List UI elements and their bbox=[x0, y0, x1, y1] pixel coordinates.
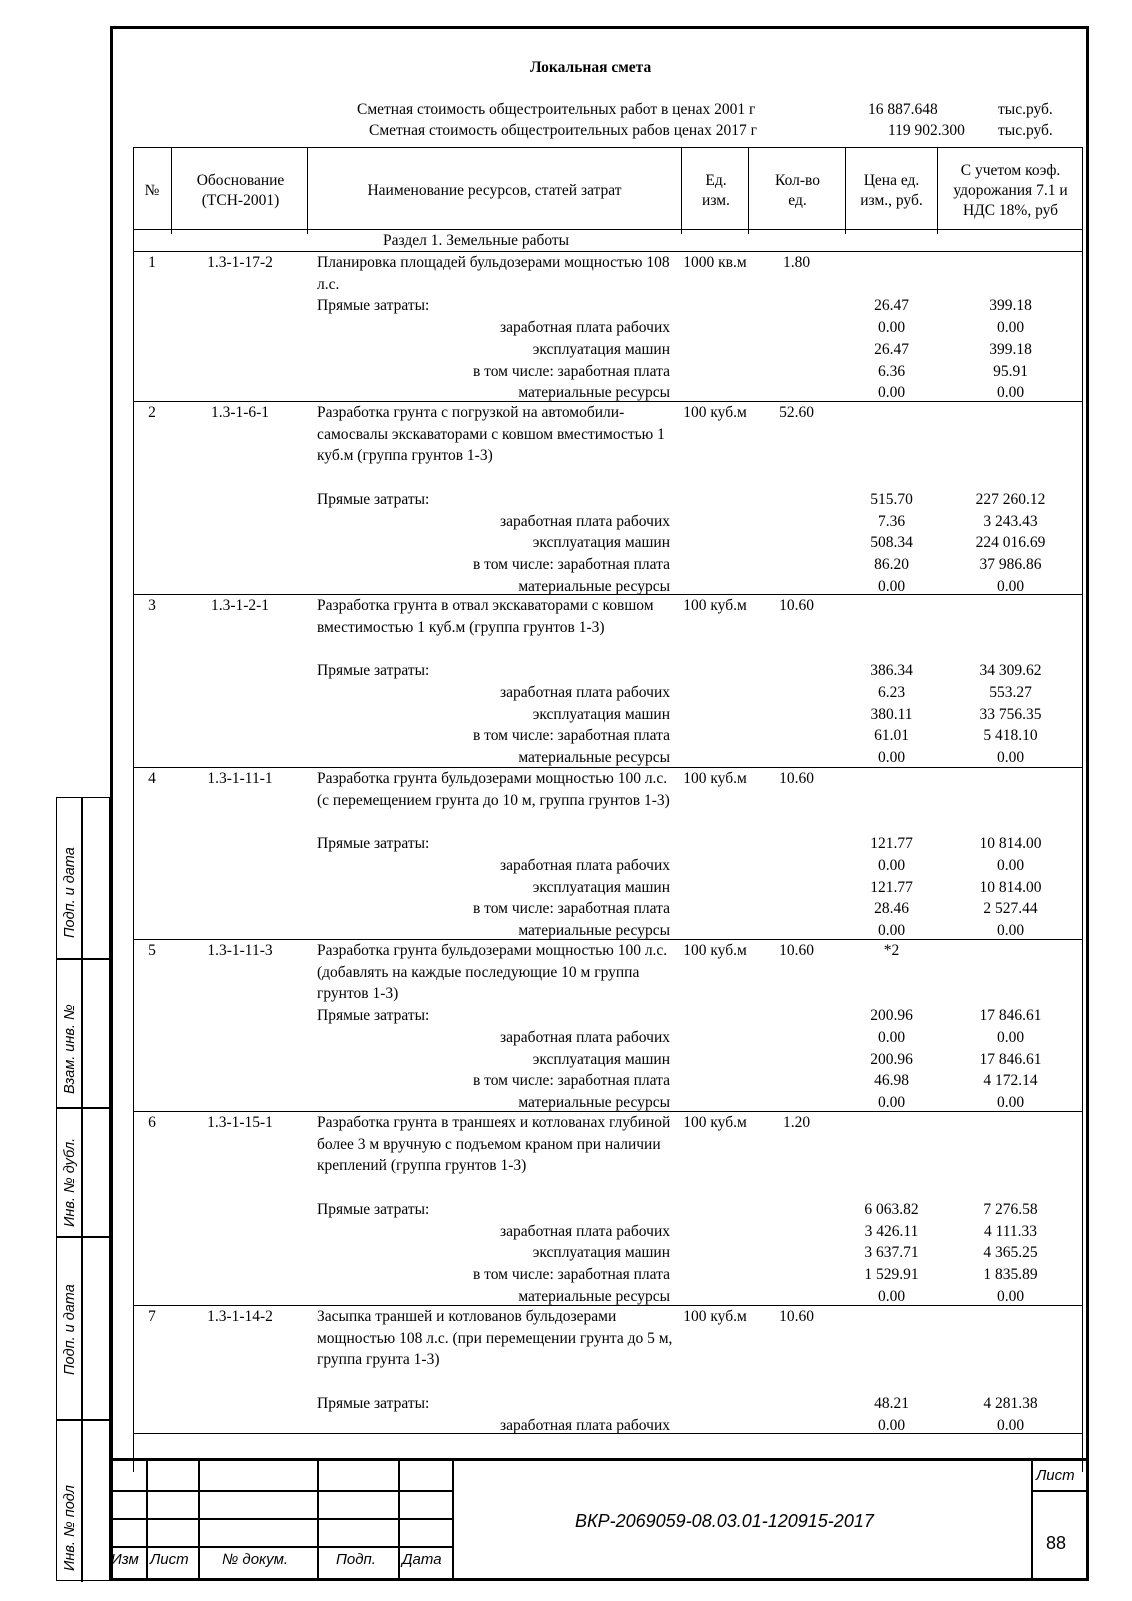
stamp-podp-data-2: Подп. и дата bbox=[62, 847, 78, 938]
side-stamp bbox=[56, 797, 110, 1581]
item-number: 5 bbox=[148, 942, 156, 959]
price-machines: 121.77 bbox=[870, 878, 913, 896]
item-unit: 100 куб.м bbox=[683, 770, 747, 787]
total-wage: 4 111.33 bbox=[983, 1222, 1038, 1240]
price-wage: 6.23 bbox=[877, 683, 906, 701]
label-direct: Прямые затраты: bbox=[317, 1394, 430, 1412]
cost-line-2017-unit: тыс.руб. bbox=[998, 122, 1053, 139]
label-direct: Прямые затраты: bbox=[317, 1007, 430, 1025]
header-num: № bbox=[144, 181, 160, 199]
cost-line-2001-unit: тыс.руб. bbox=[998, 101, 1053, 118]
price-wage: 7.36 bbox=[877, 512, 906, 530]
item-code: 1.3-1-17-2 bbox=[207, 254, 273, 271]
price-incl_wage: 1 529.91 bbox=[864, 1265, 919, 1283]
cost-line-2017-label: Сметная стоимость общестроительных рабов ценах 2017 г bbox=[369, 122, 757, 139]
price-incl_wage: 61.01 bbox=[874, 727, 909, 745]
item-quantity: 10.60 bbox=[779, 942, 814, 959]
total-direct: 10 814.00 bbox=[979, 835, 1042, 853]
item-unit: 100 куб.м bbox=[683, 404, 747, 421]
item-number: 1 bbox=[148, 254, 156, 271]
total-direct: 34 309.62 bbox=[979, 662, 1042, 680]
label-direct: Прямые затраты: bbox=[317, 1200, 430, 1218]
price-machines: 508.34 bbox=[870, 534, 913, 552]
item-name: Разработка грунта в траншеях и котлованах глубиной более 3 м вручную с подъемом краном при наличии креплений (группа грунтов 1-3) bbox=[317, 1114, 671, 1175]
label-wage: заработная плата рабочих bbox=[500, 1222, 670, 1240]
total-wage: 553.27 bbox=[989, 683, 1032, 701]
label-materials: материальные ресурсы bbox=[518, 1287, 670, 1305]
label-incl_wage: в том числе: заработная плата bbox=[472, 1072, 670, 1090]
total-materials: 0.00 bbox=[996, 577, 1025, 595]
price-direct: 26.47 bbox=[874, 297, 909, 315]
sheet-label: Лист bbox=[1036, 1467, 1075, 1484]
item-name: Разработка грунта бульдозерами мощностью 100 л.с. (добавлять на каждые последующие 10 м группа грунтов 1-3) bbox=[317, 942, 668, 1003]
item-quantity: 52.60 bbox=[779, 404, 814, 421]
total-materials: 0.00 bbox=[996, 748, 1025, 766]
total-direct: 399.18 bbox=[989, 297, 1032, 315]
price-wage: 0.00 bbox=[877, 1028, 906, 1046]
item-code: 1.3-1-15-1 bbox=[207, 1114, 273, 1131]
label-wage: заработная плата рабочих bbox=[500, 856, 670, 874]
item-code: 1.3-1-11-3 bbox=[207, 942, 273, 959]
price-machines: 3 637.71 bbox=[864, 1244, 919, 1262]
total-direct: 4 281.38 bbox=[983, 1394, 1038, 1412]
price-wage: 3 426.11 bbox=[864, 1222, 919, 1240]
item-quantity: 10.60 bbox=[779, 770, 814, 787]
price-wage: 0.00 bbox=[877, 856, 906, 874]
label-direct: Прямые затраты: bbox=[317, 297, 430, 315]
label-machines: эксплуатация машин bbox=[532, 1244, 670, 1262]
item-unit: 100 куб.м bbox=[683, 597, 747, 614]
price-materials: 0.00 bbox=[877, 1287, 906, 1305]
total-machines: 17 846.61 bbox=[979, 1050, 1042, 1068]
col-izm: Изм bbox=[111, 1551, 139, 1568]
price-materials: 0.00 bbox=[877, 748, 906, 766]
label-materials: материальные ресурсы bbox=[518, 1093, 670, 1111]
total-direct: 227 260.12 bbox=[975, 490, 1046, 508]
label-machines: эксплуатация машин bbox=[532, 534, 670, 552]
total-incl_wage: 95.91 bbox=[993, 362, 1028, 380]
item-code: 1.3-1-2-1 bbox=[210, 597, 270, 614]
item-number: 3 bbox=[148, 597, 156, 614]
item-number: 6 bbox=[148, 1114, 156, 1131]
price-incl_wage: 46.98 bbox=[874, 1072, 909, 1090]
header-unit: Ед. изм. bbox=[702, 171, 730, 209]
col-podp: Подп. bbox=[336, 1551, 376, 1568]
total-wage: 3 243.43 bbox=[983, 512, 1038, 530]
label-wage: заработная плата рабочих bbox=[500, 683, 670, 701]
item-unit: 100 куб.м bbox=[683, 1114, 747, 1131]
col-list: Лист bbox=[150, 1551, 189, 1568]
header-qty: Кол-во ед. bbox=[775, 171, 820, 209]
price-wage: 0.00 bbox=[877, 1416, 906, 1434]
label-wage: заработная плата рабочих bbox=[500, 319, 670, 337]
stamp-podp-data-1: Подп. и дата bbox=[62, 1284, 78, 1375]
price-incl_wage: 86.20 bbox=[874, 555, 909, 573]
price-materials: 0.00 bbox=[877, 577, 906, 595]
price-direct: 48.21 bbox=[874, 1394, 909, 1412]
price-direct: 121.77 bbox=[870, 835, 913, 853]
label-machines: эксплуатация машин bbox=[532, 340, 670, 358]
price-incl_wage: 6.36 bbox=[877, 362, 906, 380]
item-name: Разработка грунта с погрузкой на автомобили-самосвалы экскаваторами с ковшом вместимостью 1 куб.м (группа грунтов 1-3) bbox=[317, 404, 665, 465]
total-incl_wage: 5 418.10 bbox=[983, 727, 1038, 745]
header-price: Цена ед. изм., руб. bbox=[860, 171, 923, 209]
price-wage: 0.00 bbox=[877, 319, 906, 337]
total-wage: 0.00 bbox=[996, 319, 1025, 337]
total-materials: 0.00 bbox=[996, 1093, 1025, 1111]
label-materials: материальные ресурсы bbox=[518, 577, 670, 595]
label-machines: эксплуатация машин bbox=[532, 705, 670, 723]
price-direct: 386.34 bbox=[870, 662, 913, 680]
price-machines: 26.47 bbox=[874, 340, 909, 358]
label-materials: материальные ресурсы bbox=[518, 384, 670, 402]
total-wage: 0.00 bbox=[996, 1028, 1025, 1046]
label-materials: материальные ресурсы bbox=[518, 748, 670, 766]
total-incl_wage: 37 986.86 bbox=[979, 555, 1042, 573]
total-wage: 0.00 bbox=[996, 856, 1025, 874]
item-name: Засыпка траншей и котлованов бульдозерами мощностью 108 л.с. (при перемещении грунта до 5 м, группа грунта 1-3) bbox=[317, 1308, 673, 1369]
item-number: 7 bbox=[148, 1308, 156, 1325]
col-data: Дата bbox=[402, 1551, 442, 1568]
label-wage: заработная плата рабочих bbox=[500, 512, 670, 530]
title-block bbox=[110, 1458, 1089, 1581]
total-incl_wage: 1 835.89 bbox=[983, 1265, 1038, 1283]
total-incl_wage: 4 172.14 bbox=[983, 1072, 1038, 1090]
total-wage: 0.00 bbox=[996, 1416, 1025, 1434]
section-title: Раздел 1. Земельные работы bbox=[383, 232, 570, 249]
item-name: Разработка грунта в отвал экскаваторами с ковшом вместимостью 1 куб.м (группа грунтов 1-3) bbox=[317, 597, 654, 636]
cost-line-2017-value: 119 902.300 bbox=[888, 122, 965, 139]
item-name: Планировка площадей бульдозерами мощностью 108 л.с. bbox=[317, 254, 670, 293]
total-direct: 7 276.58 bbox=[983, 1200, 1038, 1218]
item-quantity: 1.80 bbox=[782, 254, 811, 271]
stamp-vzam-inv: Взам. инв. № bbox=[62, 1004, 78, 1094]
item-unit: 100 куб.м bbox=[683, 1308, 747, 1325]
label-incl_wage: в том числе: заработная плата bbox=[472, 900, 670, 918]
sheet-number: 88 bbox=[1046, 1533, 1067, 1553]
document-code: ВКР-2069059-08.03.01-120915-2017 bbox=[575, 1511, 874, 1531]
total-materials: 0.00 bbox=[996, 384, 1025, 402]
item-code: 1.3-1-6-1 bbox=[210, 404, 270, 421]
price-materials: 0.00 bbox=[877, 384, 906, 402]
item-code: 1.3-1-11-1 bbox=[207, 770, 273, 787]
price-machines: 380.11 bbox=[870, 705, 913, 723]
total-materials: 0.00 bbox=[996, 1287, 1025, 1305]
header-name: Наименование ресурсов, статей затрат bbox=[367, 181, 622, 199]
item-number: 2 bbox=[148, 404, 156, 421]
price-machines: 200.96 bbox=[870, 1050, 913, 1068]
stamp-inv-podl: Инв. № подл bbox=[62, 1485, 78, 1571]
label-incl_wage: в том числе: заработная плата bbox=[472, 362, 670, 380]
item-name: Разработка грунта бульдозерами мощностью 100 л.с. (с перемещением грунта до 10 м, группа грунтов 1-3) bbox=[317, 770, 670, 809]
total-machines: 4 365.25 bbox=[983, 1244, 1038, 1262]
price-direct: 6 063.82 bbox=[864, 1200, 919, 1218]
total-machines: 10 814.00 bbox=[979, 878, 1042, 896]
total-machines: 399.18 bbox=[989, 340, 1032, 358]
label-incl_wage: в том числе: заработная плата bbox=[472, 727, 670, 745]
header-total: С учетом коэф. удорожания 7.1 и НДС 18%, руб bbox=[953, 161, 1068, 219]
price-direct: 515.70 bbox=[870, 490, 913, 508]
item-quantity: 10.60 bbox=[779, 597, 814, 614]
label-incl_wage: в том числе: заработная плата bbox=[472, 1265, 670, 1283]
label-direct: Прямые затраты: bbox=[317, 662, 430, 680]
price-materials: 0.00 bbox=[877, 1093, 906, 1111]
price-direct: 200.96 bbox=[870, 1007, 913, 1025]
item-quantity: 10.60 bbox=[779, 1308, 814, 1325]
label-machines: эксплуатация машин bbox=[532, 878, 670, 896]
label-materials: материальные ресурсы bbox=[518, 921, 670, 939]
item-code: 1.3-1-14-2 bbox=[207, 1308, 273, 1325]
item-quantity: 1.20 bbox=[782, 1114, 811, 1131]
item-number: 4 bbox=[148, 770, 156, 787]
total-machines: 33 756.35 bbox=[979, 705, 1042, 723]
document-title: Локальная смета bbox=[530, 59, 652, 76]
price-materials: 0.00 bbox=[877, 921, 906, 939]
label-direct: Прямые затраты: bbox=[317, 490, 430, 508]
total-materials: 0.00 bbox=[996, 921, 1025, 939]
col-dokum: № докум. bbox=[222, 1551, 289, 1568]
item-price-note: *2 bbox=[883, 942, 900, 959]
label-wage: заработная плата рабочих bbox=[500, 1028, 670, 1046]
cost-line-2001-label: Сметная стоимость общестроительных работ в ценах 2001 г bbox=[357, 101, 756, 118]
total-incl_wage: 2 527.44 bbox=[983, 900, 1038, 918]
label-wage: заработная плата рабочих bbox=[500, 1416, 670, 1434]
label-incl_wage: в том числе: заработная плата bbox=[472, 555, 670, 573]
stamp-inv-dubl: Инв. № дубл. bbox=[62, 1137, 78, 1227]
cost-line-2001-value: 16 887.648 bbox=[868, 101, 938, 118]
item-unit: 1000 кв.м bbox=[683, 254, 747, 271]
label-machines: эксплуатация машин bbox=[532, 1050, 670, 1068]
total-direct: 17 846.61 bbox=[979, 1007, 1042, 1025]
label-direct: Прямые затраты: bbox=[317, 835, 430, 853]
item-unit: 100 куб.м bbox=[683, 942, 747, 959]
price-incl_wage: 28.46 bbox=[874, 900, 909, 918]
total-machines: 224 016.69 bbox=[975, 534, 1046, 552]
header-basis: Обоснование (ТСН-2001) bbox=[196, 171, 285, 209]
